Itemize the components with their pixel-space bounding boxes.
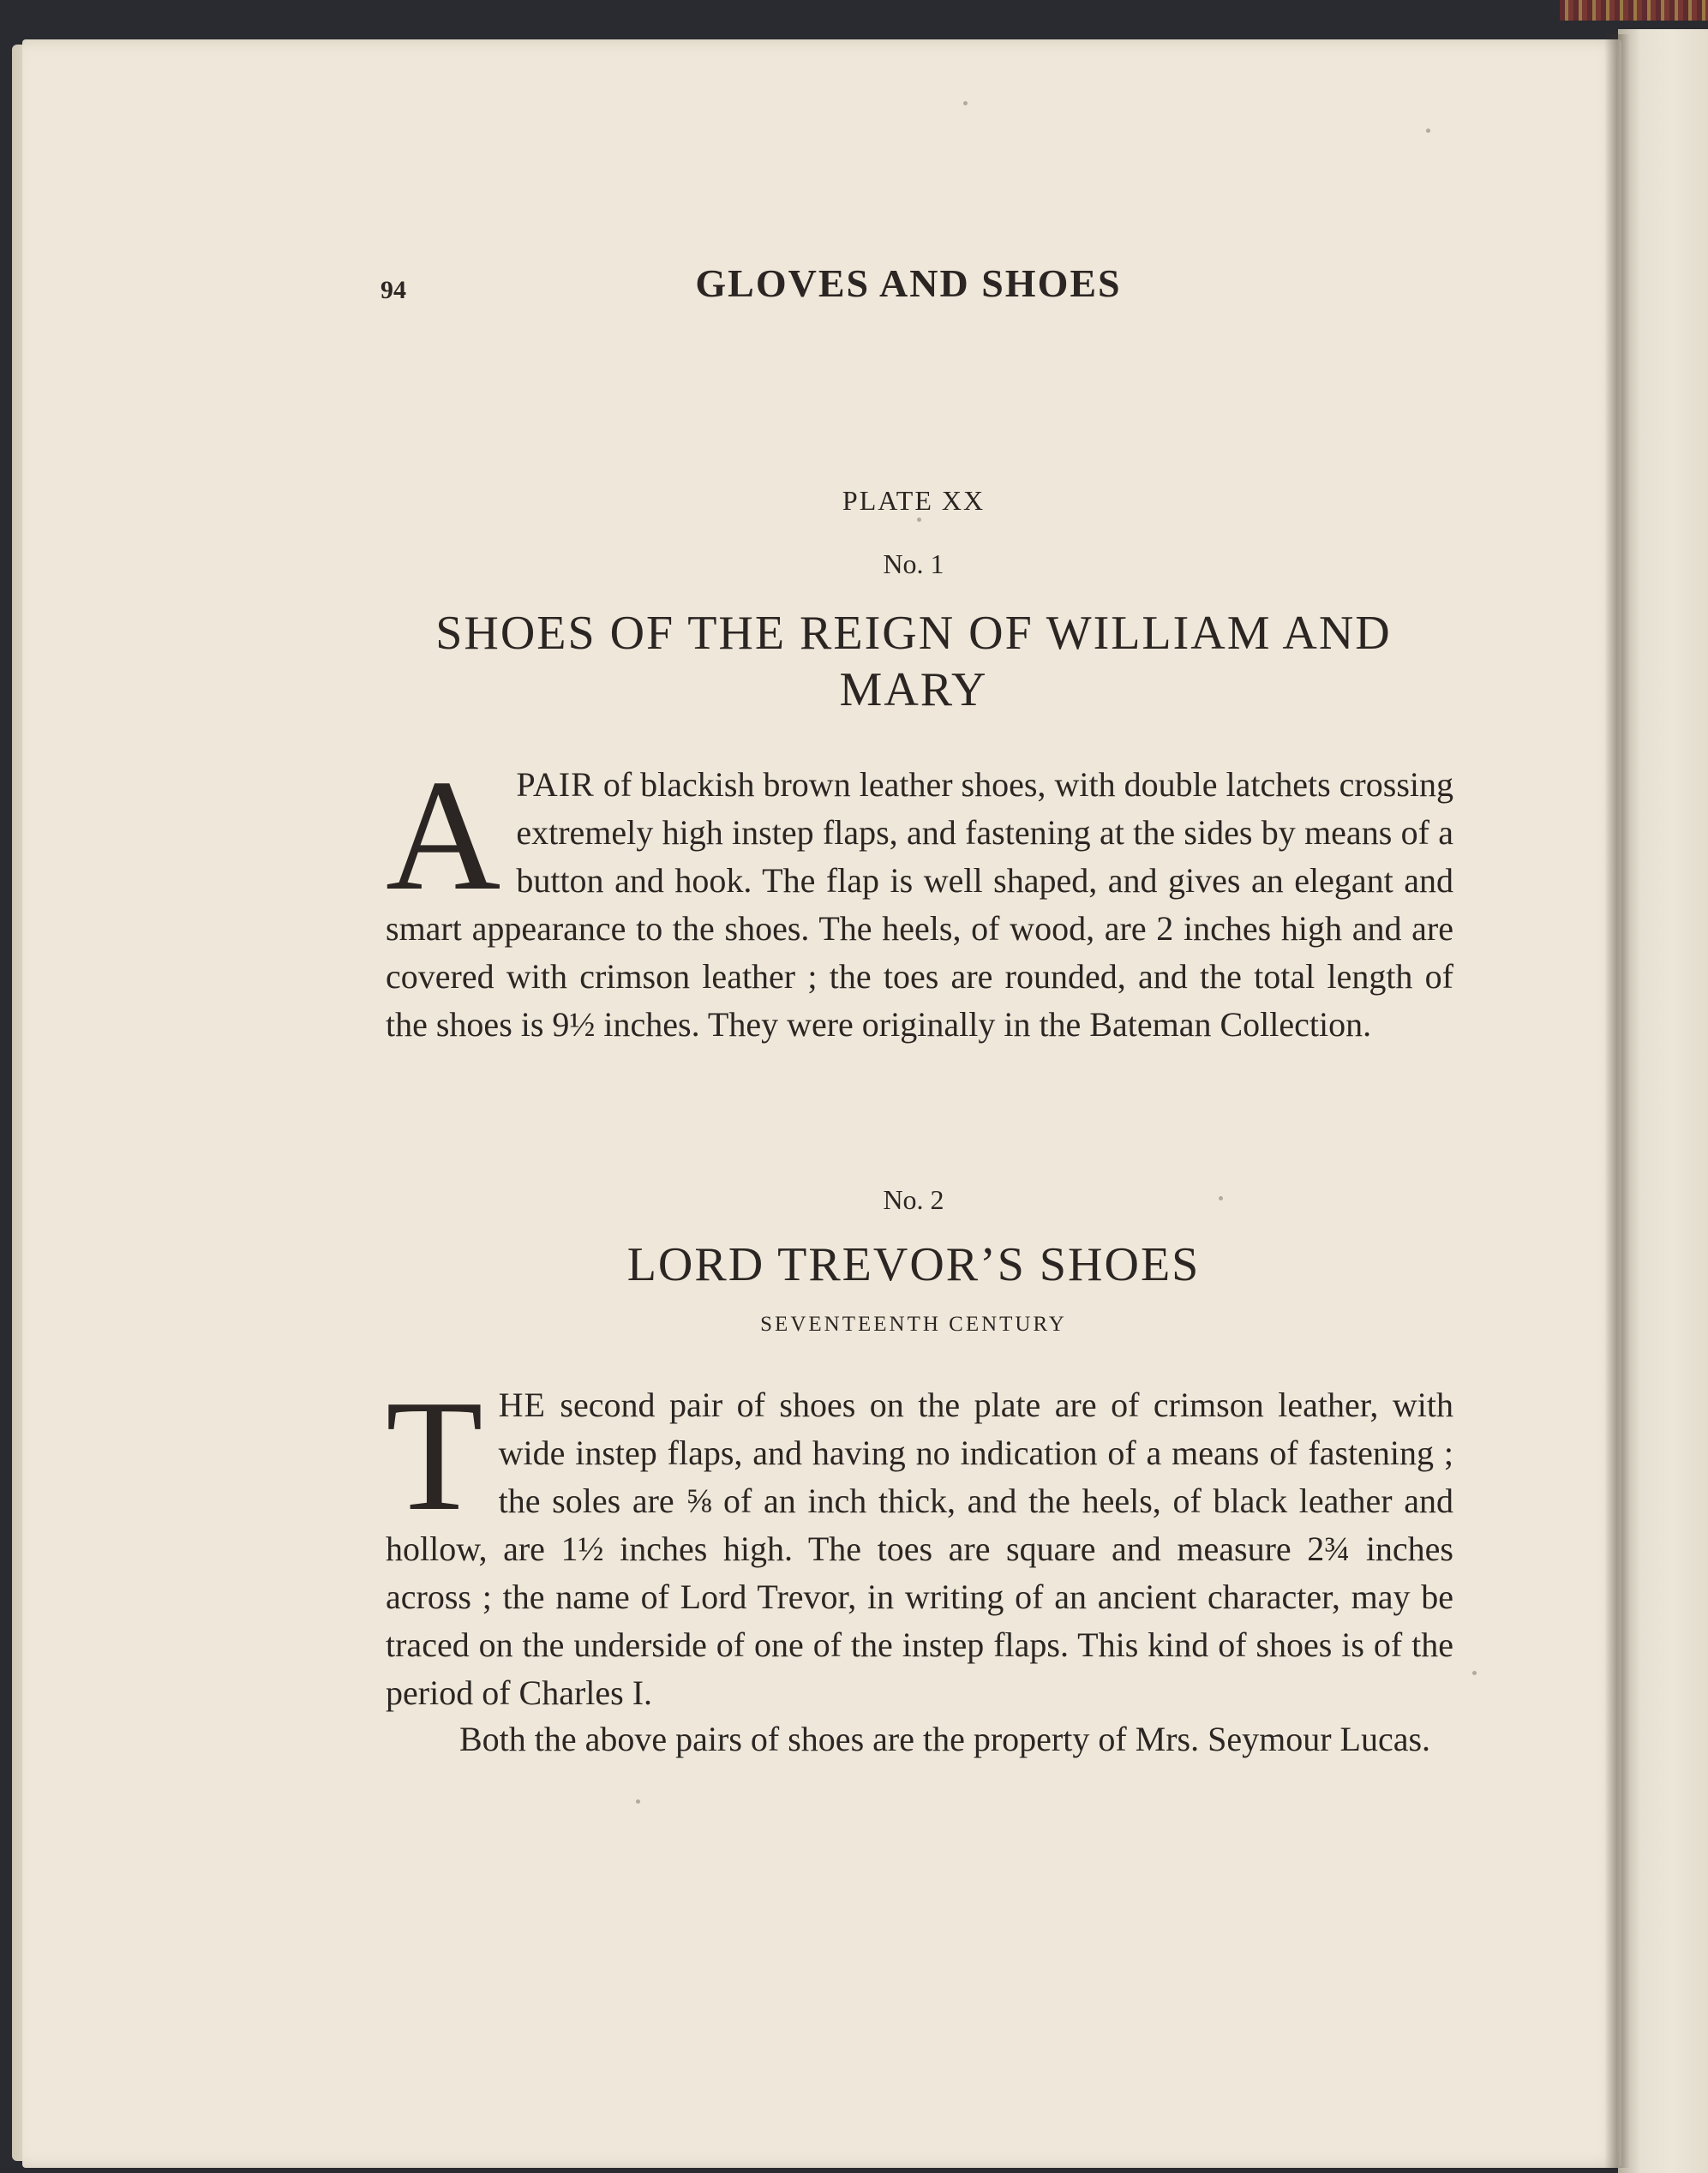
spine-shadow: [1604, 34, 1630, 2168]
item-2-subheading: SEVENTEENTH CENTURY: [760, 1313, 1067, 1336]
item-1-text: of blackish brown leather shoes, with double latchets crossing extremely high instep flaps, and fastening at the sides by means of a button and hook. The flap is well shaped, and gives an elegant and smart appearance to the shoes. The heels, of wood, are 2 inches high and are covered with crimson leather ; the toes are rounded, and the total length of the shoes is 9½ inches. They were originally in the Bateman Collection.: [386, 765, 1453, 1044]
item-2-heading: LORD TREVOR’S SHOES: [626, 1238, 1201, 1291]
item-1-heading: SHOES OF THE REIGN OF WILLIAM AND MARY: [435, 607, 1392, 716]
paper-speck: [963, 101, 968, 105]
closing-paragraph: Both the above pairs of shoes are the property of Mrs. Seymour Lucas.: [459, 1720, 1431, 1758]
plate-label: PLATE XX: [842, 485, 986, 516]
book-page: [22, 39, 1621, 2168]
item-1-number: No. 1: [883, 548, 944, 579]
paper-speck: [1426, 129, 1430, 133]
item-2-number: No. 2: [883, 1184, 944, 1215]
running-title: GLOVES AND SHOES: [695, 261, 1122, 305]
item-2-dropcap: T: [386, 1368, 483, 1544]
paper-speck: [917, 518, 921, 522]
item-1-lead-word: PAIR: [516, 765, 595, 804]
paper-speck: [1219, 1196, 1223, 1200]
facing-page-edge: [1618, 29, 1708, 2173]
paper-speck: [1472, 1671, 1477, 1675]
item-2-text: second pair of shoes on the plate are of crimson leather, with wide instep flaps, and having no indication of a means of fastening ; the soles are ⅝ of an inch thick, and the heels, of black leather and hollow, are 1½ inches high. The toes are square and measure 2¾ inches across ; the name of Lord Trevor, in writing of an ancient character, may be traced on the underside of one of the instep flaps. This kind of shoes is of the period of Charles I.: [386, 1386, 1453, 1712]
item-1-paragraph: [386, 747, 1453, 1049]
item-1-dropcap: A: [386, 747, 501, 924]
page-number: 94: [381, 276, 406, 304]
bookmark-ribbon: [1560, 0, 1708, 21]
item-2-lead-word: HE: [498, 1386, 546, 1424]
paper-speck: [636, 1799, 640, 1804]
item-2-paragraph: [386, 1368, 1453, 1717]
